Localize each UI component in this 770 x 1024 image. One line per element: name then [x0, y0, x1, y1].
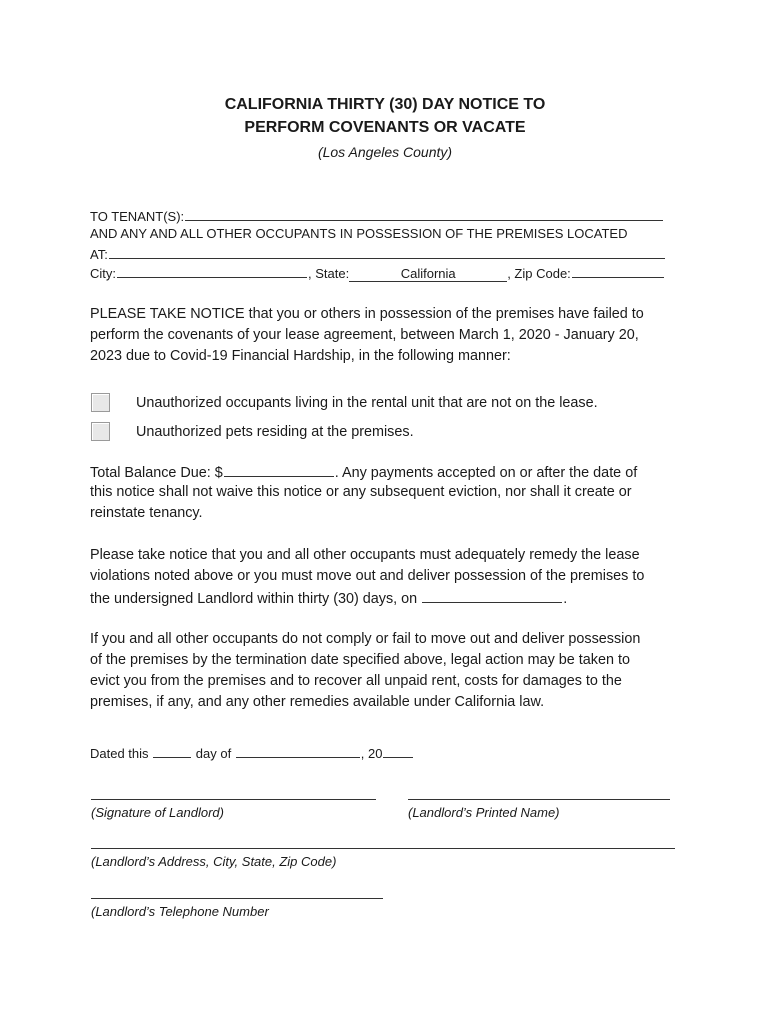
balance-line-2: this notice shall not waive this notice or any subsequent eviction, nor shall it create or — [90, 484, 632, 500]
document-title-line2: PERFORM COVENANTS OR VACATE — [244, 119, 526, 136]
dated-year-field[interactable] — [383, 744, 413, 758]
document-title-line1: CALIFORNIA THIRTY (30) DAY NOTICE TO — [224, 96, 546, 113]
address-line[interactable] — [91, 848, 675, 849]
to-tenant-label: TO TENANT(S): — [90, 209, 185, 224]
dated-row — [90, 744, 414, 761]
balance-line-3: reinstate tenancy. — [90, 505, 203, 521]
notice-line-1: PLEASE TAKE NOTICE that you or others in possession of the premises have failed to — [90, 306, 644, 322]
signature-line[interactable] — [91, 799, 376, 800]
balance-line-1 — [90, 463, 637, 481]
dated-day-of: day of — [192, 746, 235, 761]
address-row — [90, 245, 666, 262]
city-state-zip-row — [90, 264, 665, 282]
printed-name-line[interactable] — [408, 799, 670, 800]
remedy-line-3-suffix: . — [563, 591, 568, 607]
signature-label: (Signature of Landlord) — [91, 805, 224, 820]
premises-address-field[interactable] — [109, 245, 665, 259]
zip-label: , Zip Code: — [507, 266, 571, 281]
telephone-line[interactable] — [91, 898, 383, 899]
balance-amount-field[interactable] — [224, 463, 334, 477]
remedy-line-3-prefix: the undersigned Landlord within thirty (30) days, on — [90, 591, 422, 607]
violation-label-pets: Unauthorized pets residing at the premises. — [136, 424, 414, 440]
telephone-label: (Landlord’s Telephone Number — [91, 904, 269, 919]
occupants-line: AND ANY AND ALL OTHER OCCUPANTS IN POSSESSION OF THE PREMISES LOCATED — [90, 226, 628, 241]
state-label: , State: — [308, 266, 350, 281]
at-label: AT: — [90, 247, 108, 262]
dated-month-field[interactable] — [236, 744, 360, 758]
legal-line-2: of the premises by the termination date specified above, legal action may be taken to — [90, 652, 630, 668]
address-label: (Landlord’s Address, City, State, Zip Code) — [91, 854, 337, 869]
checkbox-unauthorized-occupants[interactable] — [91, 393, 110, 412]
tenant-name-field[interactable] — [185, 207, 663, 221]
city-label: City: — [90, 266, 116, 281]
printed-name-label: (Landlord’s Printed Name) — [408, 805, 560, 820]
legal-line-3: evict you from the premises and to recover all unpaid rent, costs for damages to the — [90, 673, 622, 689]
state-value: California — [400, 266, 456, 281]
violation-label-occupants: Unauthorized occupants living in the rental unit that are not on the lease. — [136, 395, 598, 411]
balance-suffix: . Any payments accepted on or after the date of — [334, 465, 638, 481]
dated-prefix: Dated this — [90, 746, 153, 761]
dated-day-field[interactable] — [153, 744, 191, 758]
remedy-line-3 — [90, 589, 567, 607]
legal-line-4: premises, if any, and any other remedies available under California law. — [90, 694, 545, 710]
document-subtitle: (Los Angeles County) — [317, 144, 453, 160]
notice-line-2: perform the covenants of your lease agreement, between March 1, 2020 - January 20, — [90, 327, 639, 343]
city-field[interactable] — [117, 264, 307, 278]
notice-line-3: 2023 due to Covid-19 Financial Hardship, in the following manner: — [90, 348, 511, 364]
state-field[interactable] — [349, 266, 507, 282]
remedy-date-field[interactable] — [422, 589, 562, 603]
balance-label: Total Balance Due: $ — [90, 465, 223, 481]
legal-line-1: If you and all other occupants do not comply or fail to move out and deliver possession — [90, 631, 641, 647]
zip-field[interactable] — [572, 264, 664, 278]
to-tenant-row — [90, 207, 664, 224]
dated-year-prefix: , 20 — [360, 746, 383, 761]
remedy-line-2: violations noted above or you must move out and deliver possession of the premises to — [90, 568, 645, 584]
checkbox-unauthorized-pets[interactable] — [91, 422, 110, 441]
remedy-line-1: Please take notice that you and all other occupants must adequately remedy the lease — [90, 547, 640, 563]
